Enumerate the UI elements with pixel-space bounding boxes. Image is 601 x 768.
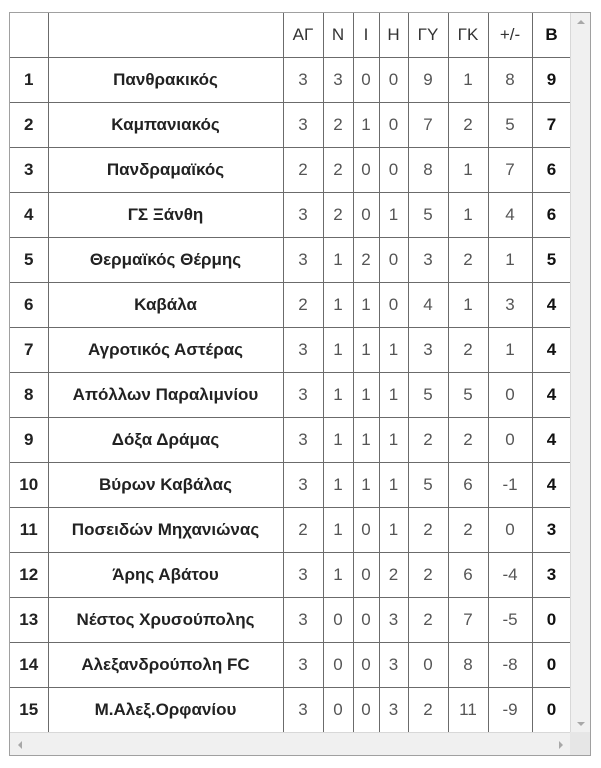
row-position: 4 xyxy=(10,193,48,238)
row-position: 3 xyxy=(10,148,48,193)
row-drawn: 0 xyxy=(353,688,379,733)
row-points: 5 xyxy=(532,238,571,283)
row-points: 0 xyxy=(532,688,571,733)
row-goal-diff: -8 xyxy=(488,643,532,688)
row-won: 1 xyxy=(323,463,353,508)
row-goals-against: 2 xyxy=(448,238,488,283)
row-goals-for: 2 xyxy=(408,688,448,733)
row-team-name: Βύρων Καβάλας xyxy=(48,463,283,508)
row-drawn: 1 xyxy=(353,103,379,148)
header-played: ΑΓ xyxy=(283,13,323,58)
row-team-name: Καμπανιακός xyxy=(48,103,283,148)
row-won: 0 xyxy=(323,643,353,688)
header-position xyxy=(10,13,48,58)
row-goals-against: 2 xyxy=(448,328,488,373)
row-lost: 0 xyxy=(379,148,408,193)
row-goal-diff: 3 xyxy=(488,283,532,328)
row-played: 3 xyxy=(283,373,323,418)
row-team-name: Καβάλα xyxy=(48,283,283,328)
row-goal-diff: -1 xyxy=(488,463,532,508)
row-goals-against: 5 xyxy=(448,373,488,418)
row-drawn: 2 xyxy=(353,238,379,283)
row-position: 11 xyxy=(10,508,48,553)
row-team-name: Δόξα Δράμας xyxy=(48,418,283,463)
row-position: 14 xyxy=(10,643,48,688)
row-team-name: Απόλλων Παραλιμνίου xyxy=(48,373,283,418)
standings-scroll-container xyxy=(9,12,591,756)
row-drawn: 1 xyxy=(353,418,379,463)
row-team-name: Αλεξανδρούπολη FC xyxy=(48,643,283,688)
table-viewport xyxy=(10,13,571,733)
row-points: 0 xyxy=(532,598,571,643)
row-played: 2 xyxy=(283,283,323,328)
row-goals-against: 1 xyxy=(448,148,488,193)
row-played: 3 xyxy=(283,553,323,598)
row-lost: 0 xyxy=(379,283,408,328)
table-row xyxy=(10,688,571,733)
header-won: Ν xyxy=(323,13,353,58)
table-row xyxy=(10,463,571,508)
row-goal-diff: -4 xyxy=(488,553,532,598)
row-played: 3 xyxy=(283,58,323,103)
row-team-name: ΓΣ Ξάνθη xyxy=(48,193,283,238)
row-position: 15 xyxy=(10,688,48,733)
scrollbar-corner xyxy=(570,732,590,755)
row-goal-diff: -5 xyxy=(488,598,532,643)
row-position: 6 xyxy=(10,283,48,328)
row-drawn: 0 xyxy=(353,643,379,688)
row-lost: 1 xyxy=(379,328,408,373)
row-won: 1 xyxy=(323,283,353,328)
row-lost: 1 xyxy=(379,193,408,238)
row-points: 4 xyxy=(532,463,571,508)
horizontal-scrollbar[interactable] xyxy=(10,732,571,755)
row-goal-diff: 7 xyxy=(488,148,532,193)
scroll-left-arrow-icon[interactable] xyxy=(18,741,22,749)
header-team xyxy=(48,13,283,58)
row-position: 9 xyxy=(10,418,48,463)
row-won: 2 xyxy=(323,193,353,238)
header-row xyxy=(10,13,571,58)
row-played: 3 xyxy=(283,328,323,373)
row-goals-against: 1 xyxy=(448,283,488,328)
vertical-scrollbar[interactable] xyxy=(570,13,590,733)
row-goals-for: 3 xyxy=(408,328,448,373)
row-drawn: 1 xyxy=(353,463,379,508)
row-won: 0 xyxy=(323,598,353,643)
row-played: 2 xyxy=(283,148,323,193)
row-goals-against: 1 xyxy=(448,193,488,238)
row-goal-diff: 0 xyxy=(488,508,532,553)
row-points: 4 xyxy=(532,283,571,328)
row-lost: 3 xyxy=(379,598,408,643)
row-drawn: 1 xyxy=(353,373,379,418)
row-goals-against: 2 xyxy=(448,508,488,553)
header-goal-diff: +/- xyxy=(488,13,532,58)
row-goals-for: 9 xyxy=(408,58,448,103)
table-row xyxy=(10,58,571,103)
row-played: 3 xyxy=(283,643,323,688)
row-team-name: Μ.Αλεξ.Ορφανίου xyxy=(48,688,283,733)
row-goals-for: 0 xyxy=(408,643,448,688)
row-lost: 0 xyxy=(379,58,408,103)
row-goal-diff: 0 xyxy=(488,373,532,418)
row-goals-for: 3 xyxy=(408,238,448,283)
row-drawn: 0 xyxy=(353,193,379,238)
row-goals-for: 2 xyxy=(408,418,448,463)
row-won: 1 xyxy=(323,508,353,553)
row-goal-diff: 1 xyxy=(488,238,532,283)
row-won: 1 xyxy=(323,238,353,283)
row-drawn: 0 xyxy=(353,598,379,643)
row-goal-diff: 5 xyxy=(488,103,532,148)
row-team-name: Ποσειδών Μηχανιώνας xyxy=(48,508,283,553)
row-goal-diff: 0 xyxy=(488,418,532,463)
row-goals-for: 2 xyxy=(408,598,448,643)
row-goals-for: 7 xyxy=(408,103,448,148)
row-position: 1 xyxy=(10,58,48,103)
row-position: 13 xyxy=(10,598,48,643)
row-team-name: Άρης Αβάτου xyxy=(48,553,283,598)
row-points: 7 xyxy=(532,103,571,148)
row-lost: 3 xyxy=(379,688,408,733)
row-goal-diff: 4 xyxy=(488,193,532,238)
row-goals-against: 8 xyxy=(448,643,488,688)
scroll-right-arrow-icon[interactable] xyxy=(559,741,563,749)
row-played: 3 xyxy=(283,418,323,463)
row-drawn: 0 xyxy=(353,148,379,193)
row-points: 6 xyxy=(532,193,571,238)
row-goals-against: 11 xyxy=(448,688,488,733)
table-row xyxy=(10,238,571,283)
row-position: 2 xyxy=(10,103,48,148)
row-lost: 1 xyxy=(379,418,408,463)
row-played: 3 xyxy=(283,463,323,508)
row-goals-against: 1 xyxy=(448,58,488,103)
table-row xyxy=(10,508,571,553)
row-points: 6 xyxy=(532,148,571,193)
row-goals-for: 5 xyxy=(408,193,448,238)
row-team-name: Αγροτικός Αστέρας xyxy=(48,328,283,373)
row-goals-for: 4 xyxy=(408,283,448,328)
row-drawn: 0 xyxy=(353,58,379,103)
scroll-up-arrow-icon[interactable] xyxy=(577,20,585,24)
row-goals-against: 6 xyxy=(448,553,488,598)
row-goals-for: 2 xyxy=(408,508,448,553)
row-points: 4 xyxy=(532,418,571,463)
table-row xyxy=(10,283,571,328)
row-points: 9 xyxy=(532,58,571,103)
row-points: 3 xyxy=(532,553,571,598)
row-won: 2 xyxy=(323,148,353,193)
row-position: 12 xyxy=(10,553,48,598)
row-goal-diff: 8 xyxy=(488,58,532,103)
row-points: 4 xyxy=(532,373,571,418)
table-row xyxy=(10,148,571,193)
row-drawn: 1 xyxy=(353,283,379,328)
row-drawn: 1 xyxy=(353,328,379,373)
row-goals-for: 8 xyxy=(408,148,448,193)
row-points: 0 xyxy=(532,643,571,688)
table-row xyxy=(10,598,571,643)
table-row xyxy=(10,193,571,238)
scroll-down-arrow-icon[interactable] xyxy=(577,722,585,726)
row-lost: 3 xyxy=(379,643,408,688)
row-team-name: Πανθρακικός xyxy=(48,58,283,103)
row-played: 3 xyxy=(283,103,323,148)
row-played: 3 xyxy=(283,193,323,238)
row-goals-for: 2 xyxy=(408,553,448,598)
row-won: 2 xyxy=(323,103,353,148)
row-goals-against: 7 xyxy=(448,598,488,643)
row-lost: 0 xyxy=(379,103,408,148)
header-points: Β xyxy=(532,13,571,58)
header-goals-against: ΓΚ xyxy=(448,13,488,58)
table-row xyxy=(10,643,571,688)
row-won: 1 xyxy=(323,328,353,373)
row-goals-against: 2 xyxy=(448,418,488,463)
row-won: 1 xyxy=(323,373,353,418)
row-won: 1 xyxy=(323,418,353,463)
row-played: 3 xyxy=(283,598,323,643)
header-goals-for: ΓΥ xyxy=(408,13,448,58)
row-position: 8 xyxy=(10,373,48,418)
row-goal-diff: 1 xyxy=(488,328,532,373)
row-won: 3 xyxy=(323,58,353,103)
row-team-name: Θερμαϊκός Θέρμης xyxy=(48,238,283,283)
row-lost: 2 xyxy=(379,553,408,598)
row-goals-against: 2 xyxy=(448,103,488,148)
row-goal-diff: -9 xyxy=(488,688,532,733)
row-goals-for: 5 xyxy=(408,463,448,508)
row-points: 3 xyxy=(532,508,571,553)
row-won: 1 xyxy=(323,553,353,598)
row-position: 10 xyxy=(10,463,48,508)
row-lost: 1 xyxy=(379,373,408,418)
row-lost: 1 xyxy=(379,508,408,553)
row-goals-for: 5 xyxy=(408,373,448,418)
row-won: 0 xyxy=(323,688,353,733)
row-played: 3 xyxy=(283,688,323,733)
row-points: 4 xyxy=(532,328,571,373)
table-row xyxy=(10,373,571,418)
row-played: 2 xyxy=(283,508,323,553)
table-row xyxy=(10,553,571,598)
row-goals-against: 6 xyxy=(448,463,488,508)
standings-table xyxy=(10,13,571,733)
table-row xyxy=(10,103,571,148)
row-team-name: Νέστος Χρυσούπολης xyxy=(48,598,283,643)
row-position: 7 xyxy=(10,328,48,373)
header-lost: Η xyxy=(379,13,408,58)
table-row xyxy=(10,328,571,373)
row-lost: 1 xyxy=(379,463,408,508)
table-row xyxy=(10,418,571,463)
row-drawn: 0 xyxy=(353,553,379,598)
row-position: 5 xyxy=(10,238,48,283)
row-drawn: 0 xyxy=(353,508,379,553)
row-lost: 0 xyxy=(379,238,408,283)
row-played: 3 xyxy=(283,238,323,283)
header-drawn: Ι xyxy=(353,13,379,58)
row-team-name: Πανδραμαϊκός xyxy=(48,148,283,193)
